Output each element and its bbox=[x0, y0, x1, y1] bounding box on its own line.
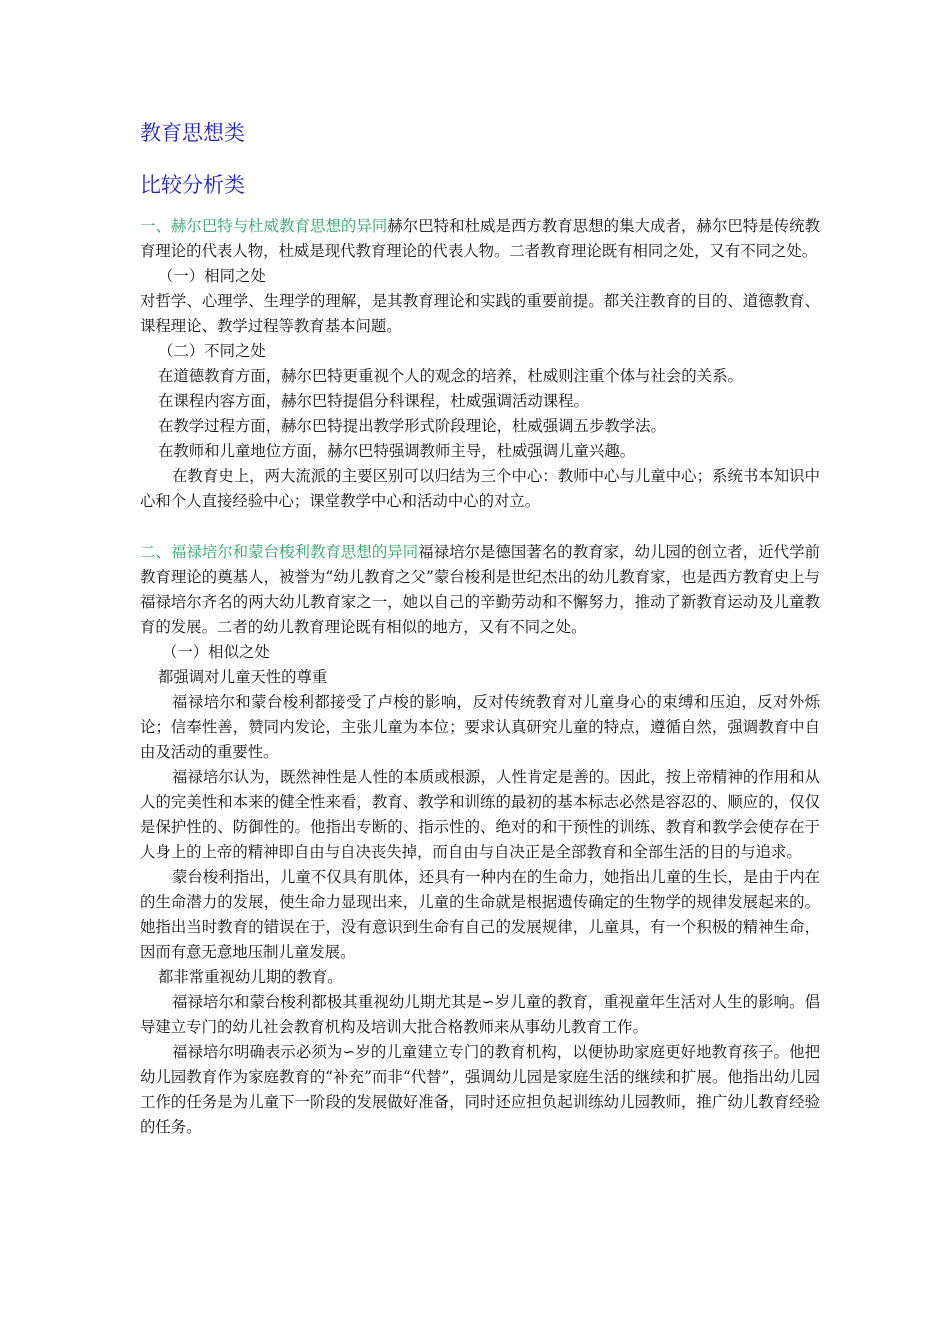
section1-intro-paragraph bbox=[140, 214, 820, 264]
section1-same-text: 对哲学、心理学、生理学的理解，是其教育理论和实践的重要前提。都关注教育的目的、道德教育、课程理论、教学过程等教育基本问题。 bbox=[140, 292, 820, 335]
section2-paragraph: 福禄培尔和蒙台梭利都接受了卢梭的影响，反对传统教育对儿童身心的束缚和压迫，反对外烁论；信奉性善，赞同内发论，主张儿童为本位；要求认真研究儿童的特点，遵循自然，强调教育中自由及活动的重要性。 bbox=[140, 693, 820, 761]
section1-summary: 在教育史上，两大流派的主要区别可以归结为三个中心：教师中心与儿童中心；系统书本知识中心和个人直接经验中心；课堂教学中心和活动中心的对立。 bbox=[140, 467, 820, 510]
section1-intro: 赫尔巴特和杜威是西方教育思想的集大成者，赫尔巴特是传统教育理论的代表人物，杜威是现代教育理论的代表人物。二者教育理论既有相同之处，又有不同之处。 bbox=[140, 217, 820, 260]
section2-intro: 福禄培尔是德国著名的教育家，幼儿园的创立者，近代学前教育理论的奠基人，被誉为“幼儿教育之父”蒙台梭利是世纪杰出的幼儿教育家，也是西方教育史上与福禄培尔齐名的两大幼儿教育家之一，她以自己的辛勤劳动和不懈努力，推动了新教育运动及儿童教育的发展。二者的幼儿教育理论既有相似的地方，又有不同之处。 bbox=[140, 543, 820, 636]
heading-education-thought: 教育思想类 bbox=[140, 121, 245, 145]
section2-paragraph: 福禄培尔认为，既然神性是人性的本质或根源，人性肯定是善的。因此，按上帝精神的作用和从人的完美性和本来的健全性来看，教育、教学和训练的最初的基本标志必然是容忍的、顺应的，仅仅是保护性的、防御性的。他指出专断的、指示性的、绝对的和干预性的训练、教育和教学会使存在于人身上的上帝的精神即自由与自决丧失掉，而自由与自决正是全部教育和全部生活的目的与追求。 bbox=[140, 768, 820, 861]
section1-diff-item: 在道德教育方面，赫尔巴特更重视个人的观念的培养，杜威则注重个体与社会的关系。 bbox=[158, 367, 743, 385]
section1-same-heading: （一）相同之处 bbox=[158, 267, 266, 285]
section2-point2: 都非常重视幼儿期的教育。 bbox=[158, 968, 343, 986]
section1-diff-item: 在教师和儿童地位方面，赫尔巴特强调教师主导，杜威强调儿童兴趣。 bbox=[158, 442, 636, 460]
section2-point1: 都强调对儿童天性的尊重 bbox=[158, 668, 328, 686]
section2-title: 二、福禄培尔和蒙台梭利教育思想的异同 bbox=[140, 543, 419, 561]
section1-diff-item: 在课程内容方面，赫尔巴特提倡分科课程，杜威强调活动课程。 bbox=[158, 392, 589, 410]
section2-intro-paragraph bbox=[140, 540, 820, 640]
section1-diff-heading: （二）不同之处 bbox=[158, 342, 266, 360]
heading-comparative-analysis: 比较分析类 bbox=[140, 173, 245, 197]
section2-paragraph: 福禄培尔和蒙台梭利都极其重视幼儿期尤其是∽岁儿童的教育，重视童年生活对人生的影响。倡导建立专门的幼儿社会教育机构及培训大批合格教师来从事幼儿教育工作。 bbox=[140, 993, 820, 1036]
section2-similar-heading: （一）相似之处 bbox=[162, 643, 270, 661]
section2-paragraph: 蒙台梭利指出，儿童不仅具有肌体，还具有一种内在的生命力，她指出儿童的生长，是由于内在的生命潜力的发展，使生命力显现出来，儿童的生命就是根据遗传确定的生物学的规律发展起来的。她指出当时教育的错误在于，没有意识到生命有自己的发展规律，儿童具，有一个积极的精神生命，因而有意无意地压制儿童发展。 bbox=[140, 868, 820, 961]
section-spacer bbox=[140, 514, 820, 540]
section1-title: 一、赫尔巴特与杜威教育思想的异同 bbox=[140, 217, 388, 235]
document-page bbox=[140, 118, 820, 1140]
section1-diff-item: 在教学过程方面，赫尔巴特提出教学形式阶段理论，杜威强调五步教学法。 bbox=[158, 417, 666, 435]
section2-paragraph: 福禄培尔明确表示必须为∽岁的儿童建立专门的教育机构，以便协助家庭更好地教育孩子。他把幼儿园教育作为家庭教育的“补充”而非“代替”，强调幼儿园是家庭生活的继续和扩展。他指出幼儿园工作的任务是为儿童下一阶段的发展做好准备，同时还应担负起训练幼儿园教师，推广幼儿教育经验的任务。 bbox=[140, 1043, 820, 1136]
